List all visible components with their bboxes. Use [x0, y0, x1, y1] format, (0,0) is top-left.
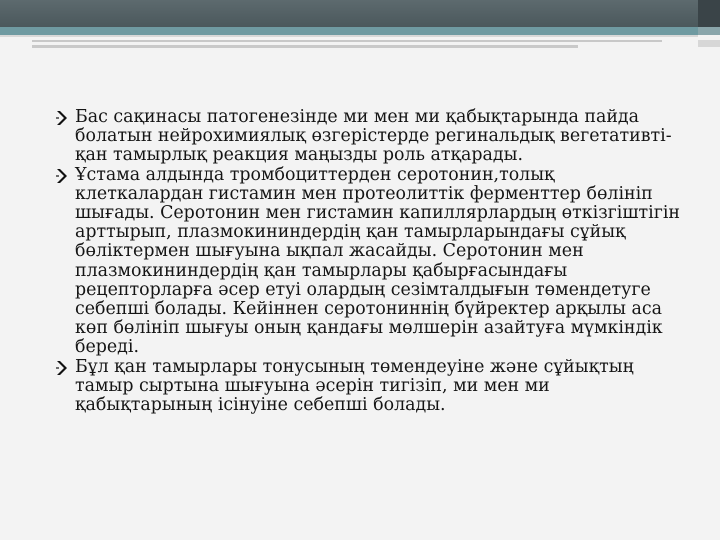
header-accent-stripe [0, 27, 698, 35]
bullet-text: Бұл қан тамырлары тонусының төмендеуіне және сұйықтың тамыр сыртына шығуына әсерін тигізіп, ми мен ми қабықтарының ісінуіне себепші болады. [75, 356, 634, 416]
decorative-rule [32, 45, 578, 48]
header-divider [0, 35, 698, 37]
bullet-text: Ұстама алдында тромбоциттерден серотонин,толық клеткалардан гистамин мен протеолиттік ферменттер бөлініп шығады. Серотонин мен гистамин капиллярлардың өткізгіштігін арттырып, плазмокининдердің қан тамырларындағы сұйық бөліктермен шығуына ықпал жасайды. Серотонин мен плазмокининдердің қан тамырлары қабырғасындағы рецепторларға әсер етуі олардың сезімталдығын төмендетуге себепші болады. Кейіннен серотониннің бүйректер арқылы аса көп бөлініп шығуы оның қандағы мөлшерін азайтуға мүмкіндік береді. [75, 164, 680, 358]
bullet-item [53, 166, 683, 358]
arrow-check-bullet-icon [55, 110, 71, 126]
header-accent-corner [698, 27, 720, 35]
header-band [0, 0, 720, 27]
bullet-item [53, 108, 683, 166]
bullet-text: Бас сақинасы патогенезінде ми мен ми қабықтарында пайда болатын нейрохимиялық өзгерістерде регинальдық вегетативті-қан тамырлық реакция маңызды роль атқарады. [75, 107, 672, 166]
decorative-rule [32, 40, 662, 42]
arrow-check-bullet-icon [55, 168, 71, 184]
decorative-corner-mark [698, 40, 720, 47]
arrow-check-bullet-icon [55, 360, 71, 376]
header-band-corner [698, 0, 720, 27]
bullet-item [53, 358, 683, 416]
slide-body [53, 108, 683, 415]
